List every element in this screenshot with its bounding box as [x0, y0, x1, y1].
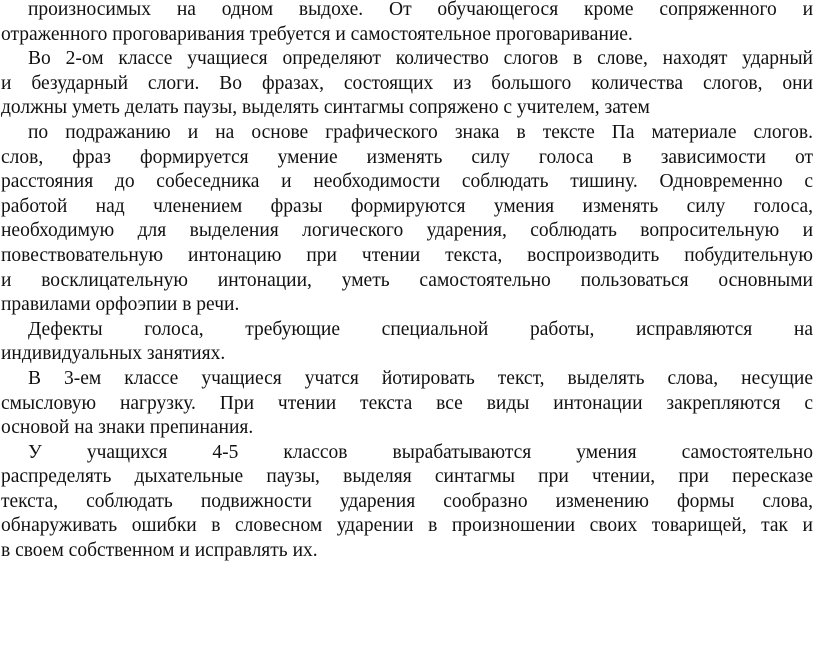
text-line: смысловую нагрузку. При чтении текста все виды интонации закрепляются с — [1, 392, 813, 414]
text-line: Дефекты голоса, требующие специальной работы, исправляются на — [28, 318, 813, 340]
text-line: повествовательную интонацию при чтении текста, воспроизводить побудительную — [1, 244, 813, 266]
text-line: расстояния до собеседника и необходимости соблюдать тишину. Одновременно с — [1, 171, 813, 193]
text-line: Во 2-ом классе учащиеся определяют количество слогов в слове, находят ударный — [28, 48, 813, 70]
text-line: отраженного проговаривания требуется и самостоятельное проговаривание. — [1, 23, 633, 45]
text-line: работой над членением фразы формируются умения изменять силу голоса, — [1, 195, 813, 217]
text-line: правилами орфоэпии в речи. — [1, 294, 240, 316]
text-line: по подражанию и на основе графического знака в тексте Па материале слогов. — [28, 121, 813, 143]
text-line: индивидуальных занятиях. — [1, 343, 226, 365]
text-line: В 3-ем классе учащиеся учатся йотировать текст, выделять слова, несущие — [28, 367, 813, 389]
text-line: У учащихся 4-5 классов вырабатываются умения самостоятельно — [28, 441, 813, 463]
text-line: необходимую для выделения логического ударения, соблюдать вопросительную и — [1, 220, 813, 242]
text-line: обнаруживать ошибки в словесном ударении в произношении своих товарищей, так и — [1, 515, 813, 537]
text-line: должны уметь делать паузы, выделять синтагмы сопряжено с учителем, затем — [1, 97, 650, 119]
text-line: и безударный слоги. Во фразах, состоящих из большого количества слогов, они — [1, 72, 813, 94]
text-line: слов, фраз формируется умение изменять силу голоса в зависимости от — [1, 146, 813, 168]
text-line: произносимых на одном выдохе. От обучающегося кроме сопряженного и — [28, 0, 813, 20]
text-line: основой на знаки препинания. — [1, 417, 254, 439]
document-body — [1, 0, 813, 564]
text-line: и восклицательную интонации, уметь самостоятельно пользоваться основными — [1, 269, 813, 291]
text-line: распределять дыхательные паузы, выделяя синтагмы при чтении, при пересказе — [1, 466, 813, 488]
text-line: текста, соблюдать подвижности ударения сообразно изменению формы слова, — [1, 490, 813, 512]
text-line: в своем собственном и исправлять их. — [1, 540, 318, 562]
